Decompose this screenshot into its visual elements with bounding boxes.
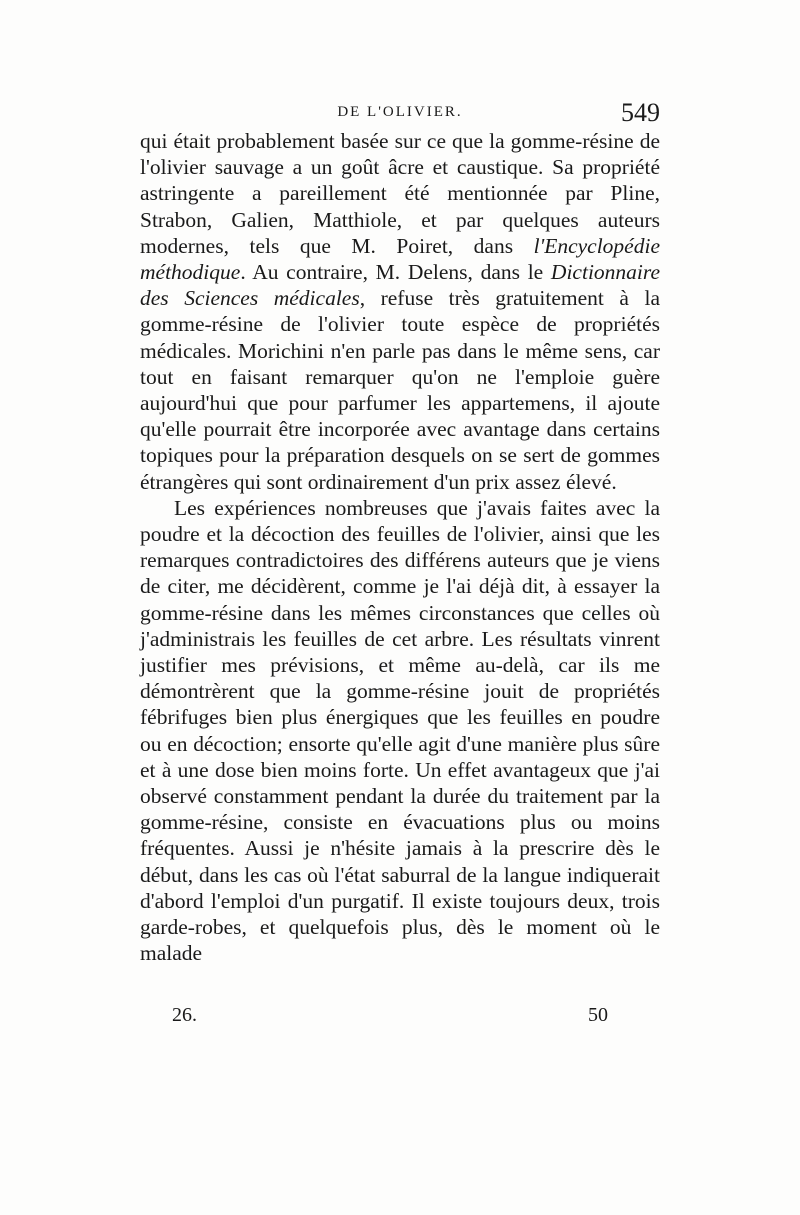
body-text: [140, 128, 660, 967]
paragraph-1-text-c: , refuse très gratuitement à la gomme-résine de l'olivier toute espèce de propriétés médicales. Morichini n'en parle pas dans le même sens, car tout en faisant remarquer qu'on ne l'emploie guère aujourd'hui que pour parfumer les appartemens, il ajoute qu'elle pourrait être incorporée avec avantage dans certains topiques pour la préparation desquels on se sert de gommes étrangères qui sont ordinairement d'un prix assez élevé.: [140, 286, 661, 494]
page-number: 549: [621, 98, 660, 127]
running-title: DE L'OLIVIER.: [337, 104, 463, 120]
sheet-number: 50: [588, 1004, 608, 1026]
dictionnaire-title: Dictionnaire des Sciences médicales: [140, 260, 660, 311]
paragraph-1-text-a: qui était probablement basée sur ce que la gomme-résine de l'olivier sauvage a un goût âcre et caustique. Sa propriété astringente a pareillement été mentionnée par Pline, Strabon, Galien, Matthiole, et par quelques auteurs modernes, tels que M. Poiret, dans: [140, 129, 660, 258]
paragraph-1: [140, 128, 660, 495]
paragraph-2: Les expériences nombreuses que j'avais faites avec la poudre et la décoction des feuilles de l'olivier, ainsi que les remarques contradictoires des différens auteurs que je viens de citer, me décidèrent, comme je l'ai déjà dit, à essayer la gomme-résine dans les mêmes circonstances que celles où j'administrais les feuilles de cet arbre. Les résultats vinrent justifier mes prévisions, et même au-delà, car ils me démontrèrent que la gomme-résine jouit de propriétés fébrifuges bien plus énergiques que les feuilles en poudre ou en décoction; ensorte qu'elle agit d'une manière plus sûre et à une dose bien moins forte. Un effet avantageux que j'ai observé constamment pendant la durée du traitement par la gomme-résine, consiste en évacuations plus ou moins fréquentes. Aussi je n'hésite jamais à la prescrire dès le début, dans les cas où l'état saburral de la langue indiquerait d'abord l'emploi d'un purgatif. Il existe toujours deux, trois garde-robes, et quelquefois plus, dès le moment où le malade: [140, 495, 660, 966]
paragraph-1-text-b: . Au contraire, M. Delens, dans le: [240, 260, 551, 285]
running-head: [140, 98, 660, 128]
page-footer: [140, 1004, 660, 1034]
encyclopedie-title: l'Encyclopédie méthodique: [140, 233, 660, 285]
signature-mark: 26.: [172, 1004, 197, 1026]
